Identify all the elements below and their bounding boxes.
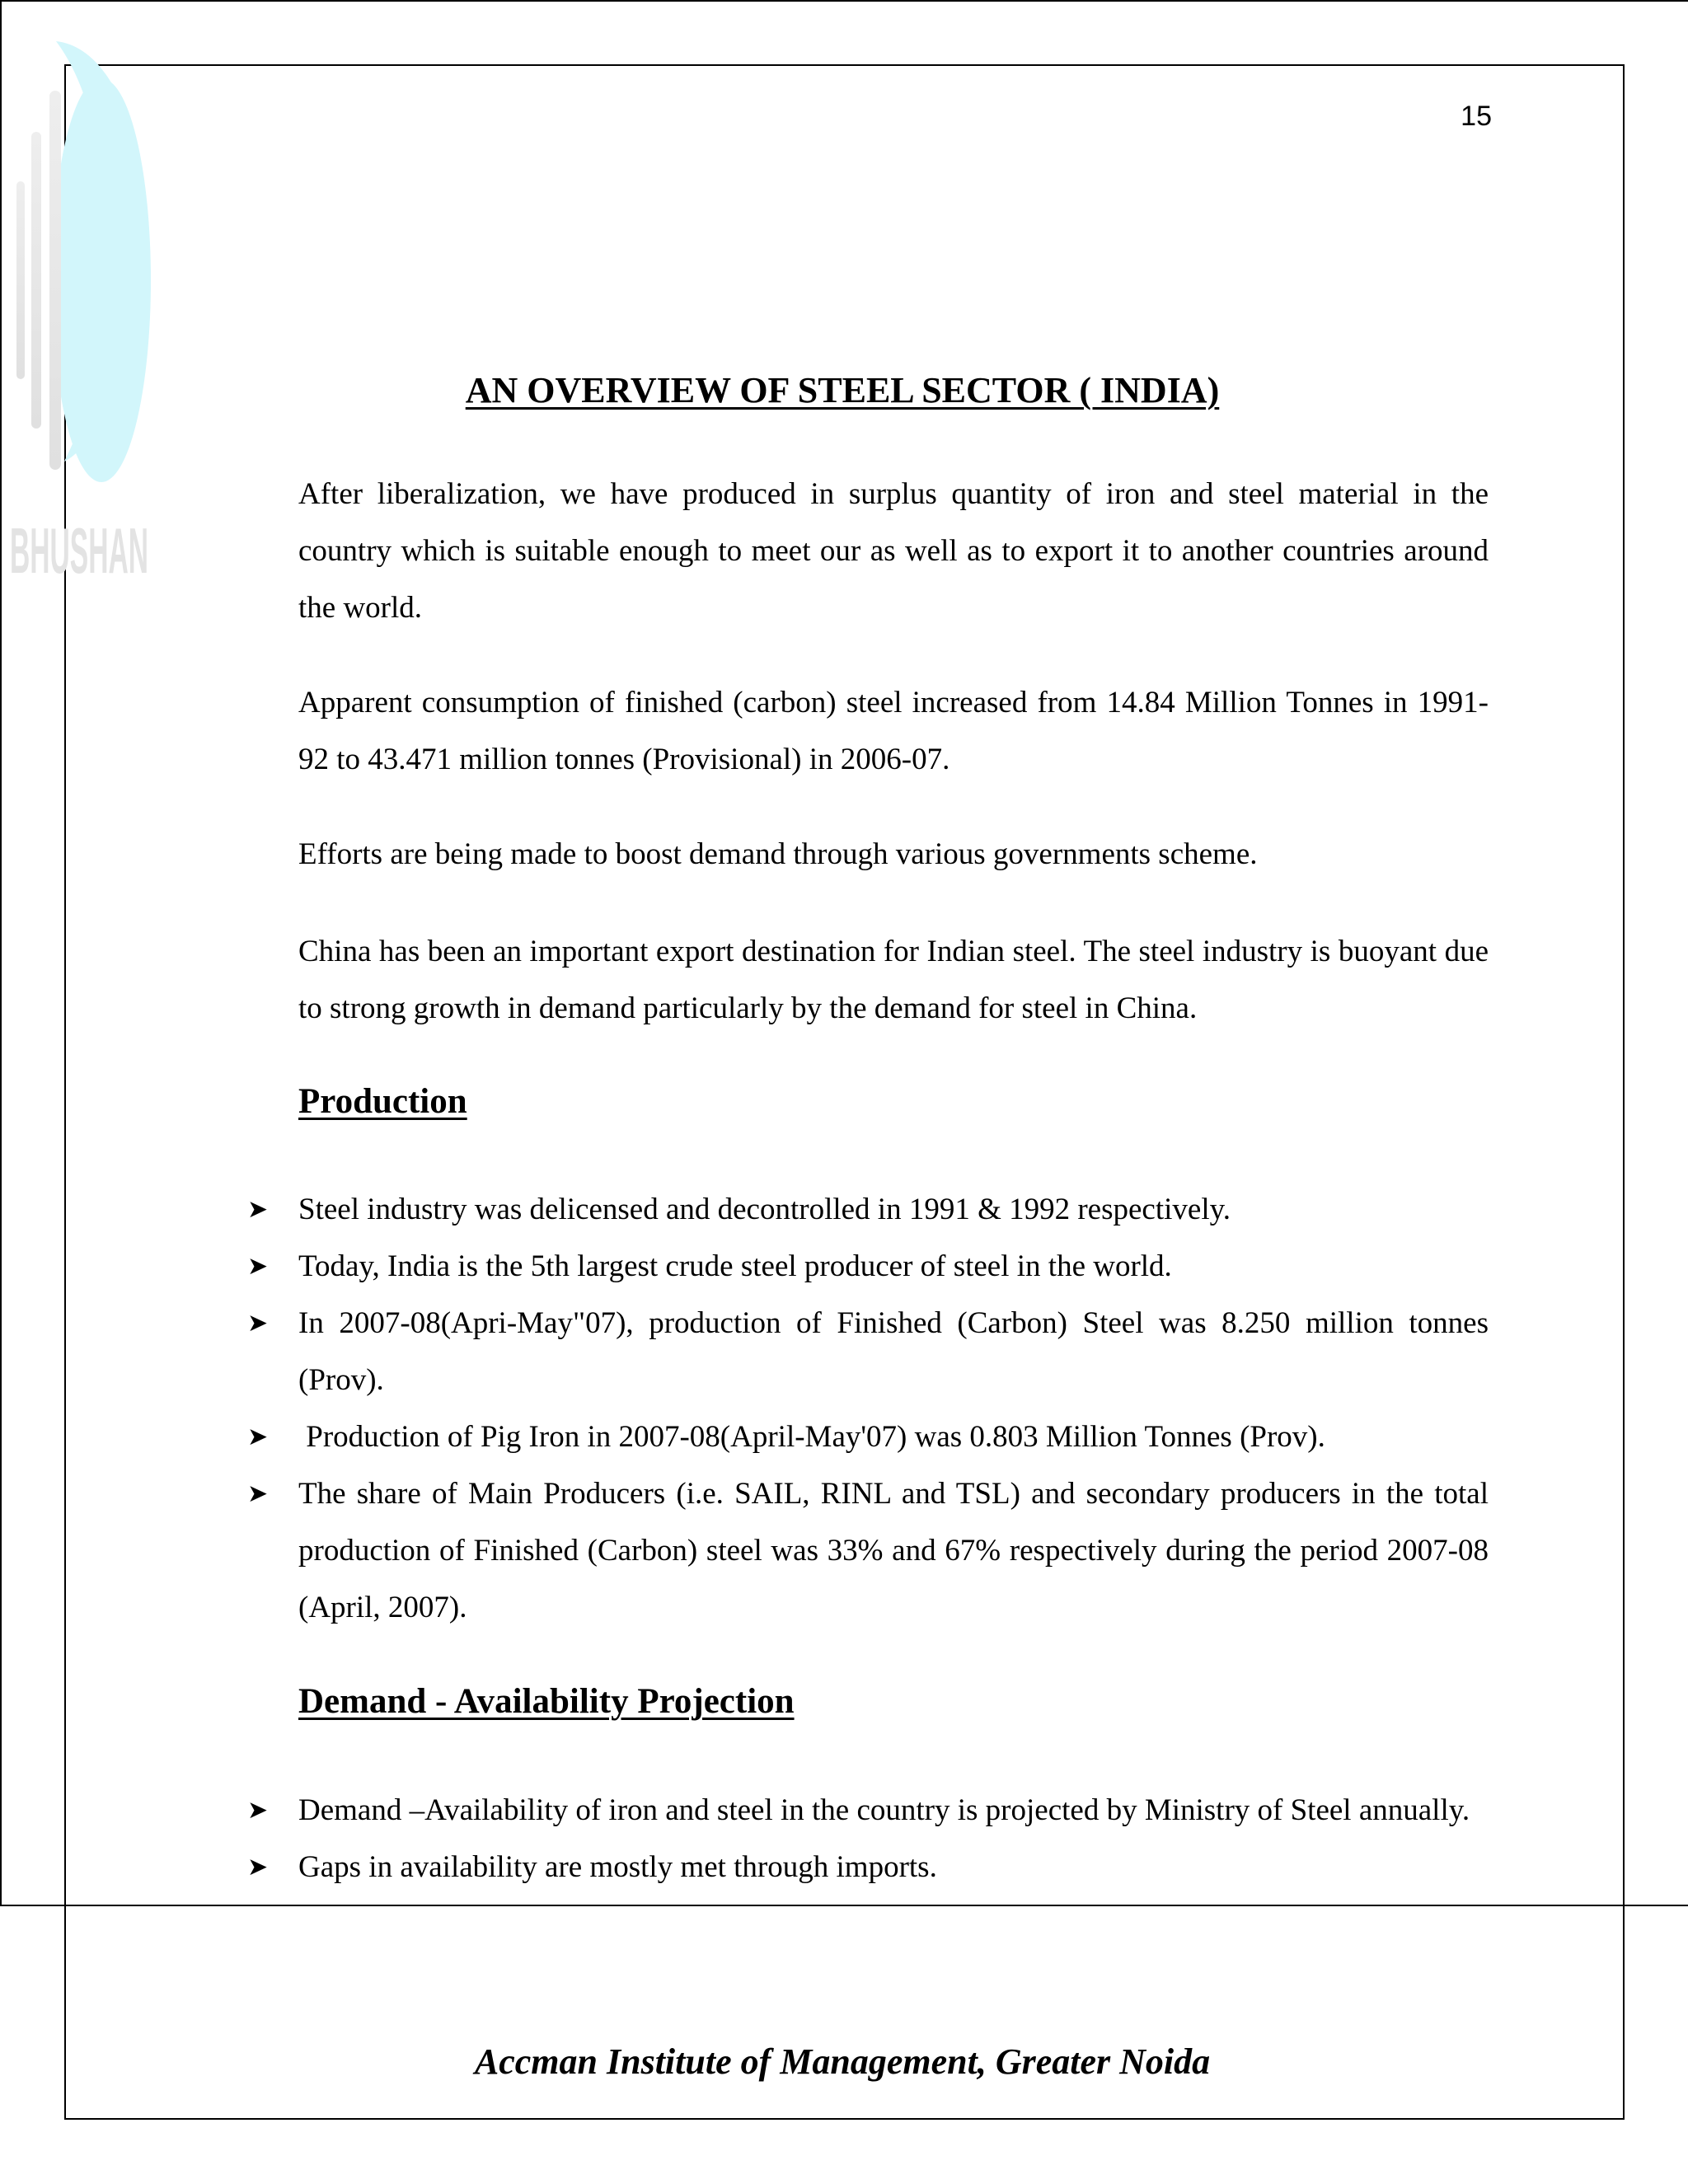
production-heading: Production [298,1082,467,1121]
intro-paragraph-4: China has been an important export destination for Indian steel. The steel industry is buoyant due to strong growth in demand particularly by the demand for steel in China. [298,935,1489,1025]
list-item: ➤ Production of Pig Iron in 2007-08(April-May'07) was 0.803 Million Tonnes (Prov). [247,1408,1489,1465]
intro-paragraph-3: Efforts are being made to boost demand through various governments scheme. [298,837,1258,871]
page-number: 15 [1461,101,1492,132]
intro-paragraph-2: Apparent consumption of finished (carbon) steel increased from 14.84 Million Tonnes in 1991-92 to 43.471 million tonnes (Provisional) in 2006-07. [298,686,1489,776]
list-item: ➤ Gaps in availability are mostly met through imports. [247,1839,1489,1896]
arrowhead-bullet-icon: ➤ [247,1309,269,1338]
page-title: AN OVERVIEW OF STEEL SECTOR ( INDIA) [465,370,1220,410]
list-item: ➤ In 2007-08(Apri-May"07), production of Finished (Carbon) Steel was 8.250 million tonnes (Prov). [247,1295,1489,1408]
demand-list [247,1782,1489,1896]
arrowhead-bullet-icon: ➤ [247,1252,269,1281]
list-item: ➤ Steel industry was delicensed and decontrolled in 1991 & 1992 respectively. [247,1181,1489,1238]
list-item: ➤ The share of Main Producers (i.e. SAIL, RINL and TSL) and secondary producers in the total production of Finished (Carbon) steel was 33% and 67% respectively during the period 2007-08 (April, 2007). [247,1465,1489,1636]
demand-heading: Demand - Availability Projection [298,1682,795,1721]
list-item: ➤ Today, India is the 5th largest crude steel producer of steel in the world. [247,1238,1489,1295]
watermark-text: BHUSHAN [10,514,148,587]
page-footer: Accman Institute of Management, Greater Noida [474,2041,1211,2082]
intro-paragraph-1: After liberalization, we have produced in surplus quantity of iron and steel material in the country which is suitable enough to meet our as well as to export it to another countries around the world. [298,477,1489,625]
production-list [247,1181,1489,1636]
bhushan-watermark-logo [7,33,155,593]
arrowhead-bullet-icon: ➤ [247,1853,269,1882]
arrowhead-bullet-icon: ➤ [247,1796,269,1825]
list-item: ➤ Demand –Availability of iron and steel in the country is projected by Ministry of Steel annually. [247,1782,1489,1839]
arrowhead-bullet-icon: ➤ [247,1422,269,1451]
arrowhead-bullet-icon: ➤ [247,1479,269,1508]
arrowhead-bullet-icon: ➤ [247,1195,269,1224]
